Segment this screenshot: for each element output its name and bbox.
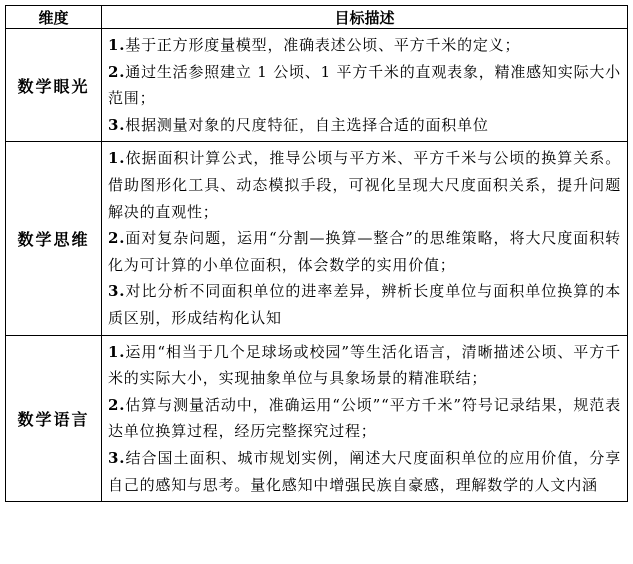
description-cell [102, 142, 628, 335]
goals-table [5, 5, 628, 502]
description-cell [102, 335, 628, 502]
list-item: 1.运用“相当于几个足球场或校园”等生活化语言，清晰描述公顷、平方千米的实际大小，实现抽象单位与具象场景的精准联结； [108, 342, 621, 388]
list-item: 3.根据测量对象的尺度特征，自主选择合适的面积单位 [108, 115, 489, 134]
list-item: 1.依据面积计算公式，推导公顷与平方米、平方千米与公顷的换算关系。借助图形化工具、动态模拟手段，可视化呈现大尺度面积关系，提升问题解决的直观性； [108, 149, 621, 221]
list-item: 2.面对复杂问题，运用“分割—换算—整合”的思维策略，将大尺度面积转化为可计算的小单位面积，体会数学的实用价值； [108, 229, 621, 274]
list-item: 3.对比分析不同面积单位的进率差异，辨析长度单位与面积单位换算的本质区别，形成结构化认知 [108, 282, 621, 327]
dimension-cell: 数学语言 [6, 335, 102, 502]
header-row [6, 6, 628, 29]
table-row [6, 142, 628, 335]
table-row [6, 335, 628, 502]
header-goal: 目标描述 [102, 6, 628, 29]
list-item: 2.估算与测量活动中，准确运用“公顷”“平方千米”符号记录结果，规范表达单位换算过程，经历完整探究过程； [108, 395, 621, 441]
header-dimension: 维度 [6, 6, 102, 29]
list-item: 3.结合国土面积、城市规划实例，阐述大尺度面积单位的应用价值，分享自己的感知与思考。量化感知中增强民族自豪感，理解数学的人文内涵 [108, 448, 621, 494]
dimension-cell: 数学思维 [6, 142, 102, 335]
list-item: 1.基于正方形度量模型，准确表述公顷、平方千米的定义； [108, 36, 521, 54]
list-item: 2.通过生活参照建立 1 公顷、1 平方千米的直观表象，精准感知实际大小范围； [108, 62, 621, 108]
table-row [6, 29, 628, 142]
dimension-cell: 数学眼光 [6, 29, 102, 142]
description-cell [102, 29, 628, 142]
